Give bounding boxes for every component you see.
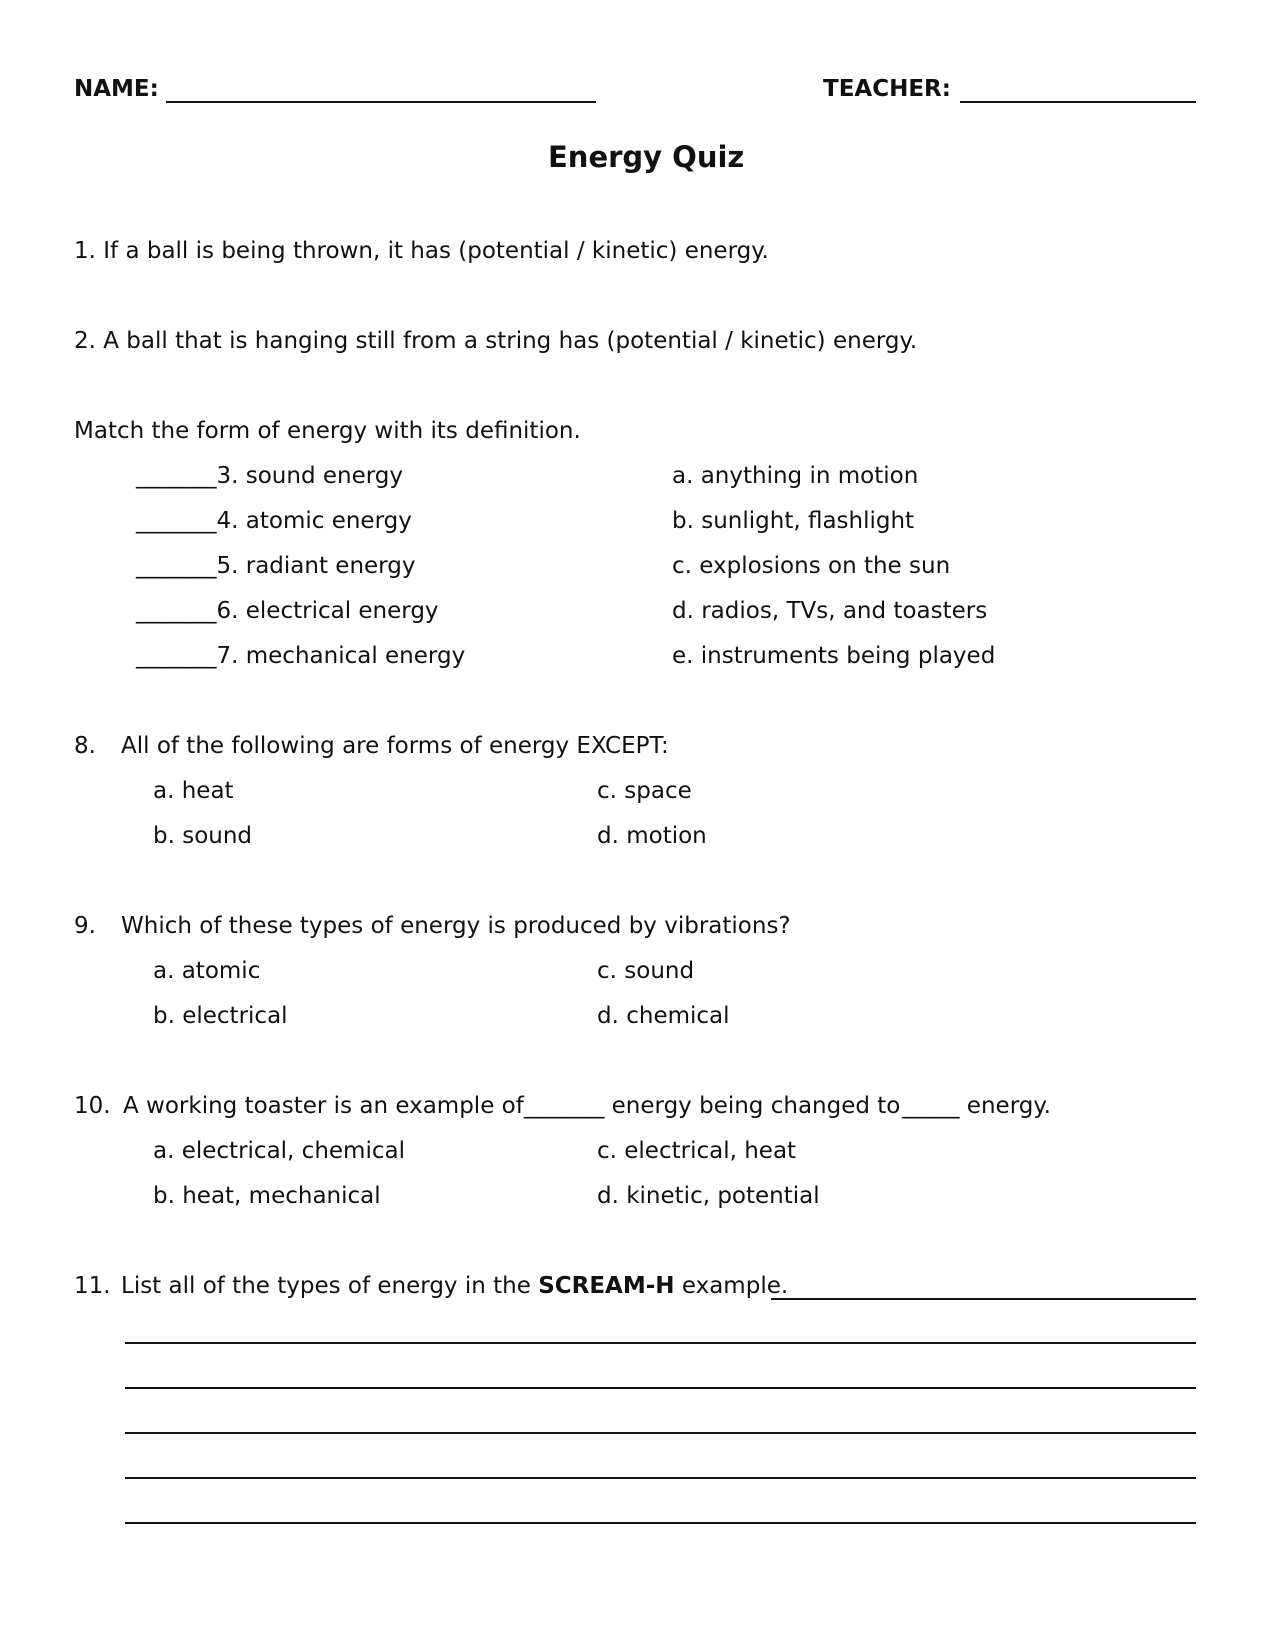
definition-item: c. explosions on the sun [672, 553, 951, 579]
answer-blank[interactable]: _______ [136, 463, 217, 489]
answer-line[interactable] [125, 1477, 1196, 1479]
answer-blank[interactable]: _______ [136, 598, 217, 624]
answer-option[interactable]: c. sound [597, 958, 695, 984]
matching-item[interactable]: _______7. mechanical energy [136, 643, 466, 669]
answer-line[interactable] [125, 1432, 1196, 1434]
question-9-text: Which of these types of energy is produced by vibrations? [121, 913, 791, 939]
scream-h-keyword: SCREAM-H [538, 1273, 675, 1299]
matching-instruction: Match the form of energy with its definition. [74, 418, 581, 444]
answer-line[interactable] [125, 1522, 1196, 1524]
question-8-text: All of the following are forms of energy EXCEPT: [121, 733, 669, 759]
answer-blank[interactable]: _______ [136, 508, 217, 534]
teacher-field[interactable] [960, 101, 1196, 103]
answer-blank[interactable]: _______ [136, 643, 217, 669]
answer-option[interactable]: d. motion [597, 823, 707, 849]
matching-item[interactable]: _______6. electrical energy [136, 598, 439, 624]
matching-item[interactable]: _______4. atomic energy [136, 508, 412, 534]
question-10-number: 10. [74, 1093, 111, 1119]
matching-item[interactable]: _______5. radiant energy [136, 553, 416, 579]
definition-item: a. anything in motion [672, 463, 919, 489]
answer-option[interactable]: c. electrical, heat [597, 1138, 797, 1164]
answer-option[interactable]: c. space [597, 778, 692, 804]
question-10-text: A working toaster is an example of_______ energy being changed to [123, 1093, 901, 1119]
matching-item[interactable]: _______3. sound energy [136, 463, 404, 489]
question-11-number: 11. [74, 1273, 111, 1299]
name-label: NAME: [74, 76, 159, 102]
answer-option[interactable]: a. electrical, chemical [153, 1138, 405, 1164]
answer-option[interactable]: d. kinetic, potential [597, 1183, 820, 1209]
answer-option[interactable]: a. heat [153, 778, 234, 804]
answer-blank[interactable]: _______ [136, 553, 217, 579]
answer-option[interactable]: b. heat, mechanical [153, 1183, 381, 1209]
answer-line[interactable] [125, 1387, 1196, 1389]
question-1: 1. If a ball is being thrown, it has (potential / kinetic) energy. [74, 238, 769, 264]
answer-option[interactable]: d. chemical [597, 1003, 730, 1029]
teacher-label: TEACHER: [823, 76, 951, 102]
answer-line[interactable] [771, 1298, 1196, 1300]
question-2: 2. A ball that is hanging still from a string has (potential / kinetic) energy. [74, 328, 918, 354]
definition-item: d. radios, TVs, and toasters [672, 598, 988, 624]
question-9-number: 9. [74, 913, 96, 939]
name-field[interactable] [166, 101, 596, 103]
question-8-number: 8. [74, 733, 96, 759]
answer-option[interactable]: a. atomic [153, 958, 261, 984]
answer-option[interactable]: b. sound [153, 823, 253, 849]
answer-option[interactable]: b. electrical [153, 1003, 288, 1029]
page-title: Energy Quiz [548, 140, 745, 174]
question-11-text: List all of the types of energy in the SCREAM-H example. [121, 1273, 789, 1299]
question-10-text-end: _____ energy. [902, 1093, 1051, 1119]
answer-line[interactable] [125, 1342, 1196, 1344]
definition-item: b. sunlight, flashlight [672, 508, 915, 534]
definition-item: e. instruments being played [672, 643, 996, 669]
